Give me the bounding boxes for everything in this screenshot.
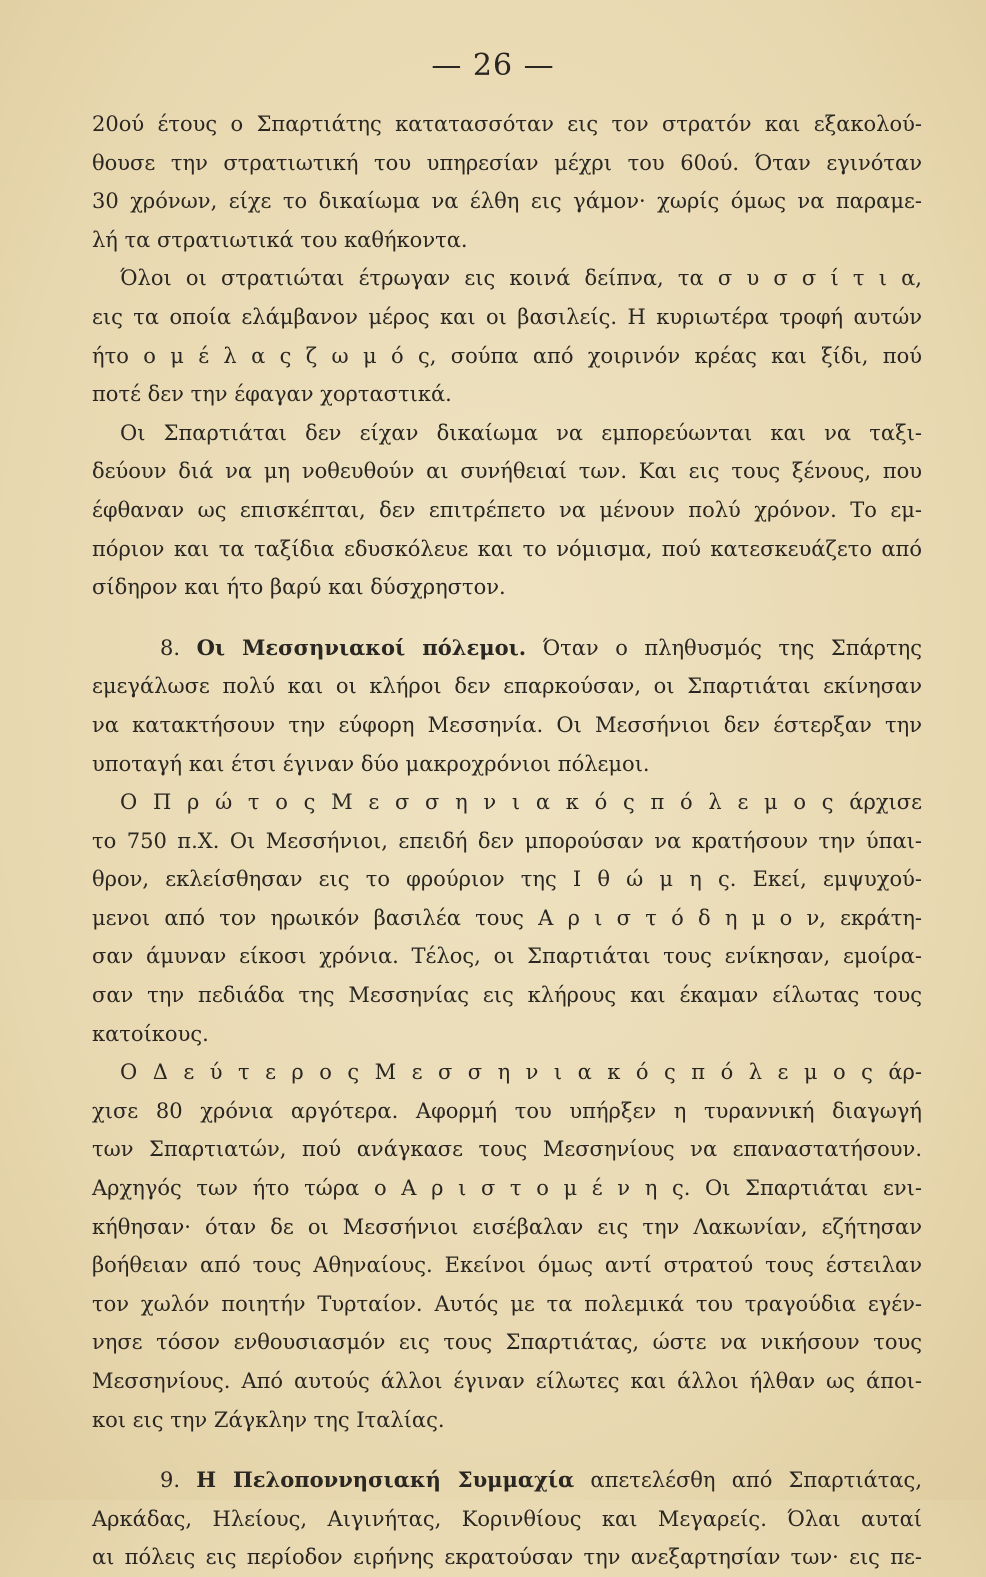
section-title: Η Πελοποννησιακή Συμμαχία xyxy=(196,1467,575,1493)
text-line: απετελέσθη από Σπαρτιάτας, xyxy=(590,1468,922,1493)
text-line: Αρκάδας, Ηλείους, Αιγινήτας, Κορινθίους και Μεγαρείς. Όλαι αυταί xyxy=(92,1506,922,1531)
section-heading-line xyxy=(92,629,922,668)
text-line: δεύουν διά να μη νοθευθούν αι συνήθειαί των. Και εις τους ξένους, που xyxy=(92,459,922,484)
text-line: Ο Δ ε ύ τ ε ρ ο ς Μ ε σ σ η ν ι α κ ό ς π ό λ ε μ ο ς άρ- xyxy=(120,1060,922,1085)
text-line: κοι εις την Ζάγκλην της Ιταλίας. xyxy=(92,1407,445,1432)
text-line: βοήθειαν από τους Αθηναίους. Εκείνοι όμως αντί στρατού τους έστειλαν xyxy=(92,1253,922,1278)
text-line: σαν την πεδιάδα της Μεσσηνίας εις κλήρους και έκαμαν είλωτας τους xyxy=(92,983,922,1008)
text-line: λή τα στρατιωτικά του καθήκοντα. xyxy=(92,227,468,252)
text-line: Όταν ο πληθυσμός της Σπάρτης xyxy=(542,635,922,660)
text-line: Μεσσηνίους. Από αυτούς άλλοι έγιναν είλωτες και άλλοι ήλθαν ως άποι- xyxy=(92,1369,922,1393)
text-line: εις τα οποία ελάμβανον μέρος και οι βασιλείς. Η κυριωτέρα τροφή αυτών xyxy=(92,304,922,329)
text-line: ποτέ δεν την έφαγαν χορταστικά. xyxy=(92,382,452,407)
text-line: αι πόλεις εις περίοδον ειρήνης εκρατούσαν την ανεξαρτησίαν των· εις πε- xyxy=(92,1545,922,1570)
text-line: Οι Σπαρτιάται δεν είχαν δικαίωμα να εμπορεύωνται και να ταξι- xyxy=(120,420,922,445)
text-line: Όλοι οι στρατιώται έτρωγαν εις κοινά δείπνα, τα σ υ σ σ ί τ ι α, xyxy=(120,266,922,291)
text-line: κήθησαν· όταν δε οι Μεσσήνιοι εισέβαλαν εις την Λακωνίαν, εζήτησαν xyxy=(92,1214,922,1239)
page-number: — 26 — xyxy=(431,48,555,83)
text-line: τον χωλόν ποιητήν Τυρταίον. Αυτός με τα πολεμικά του τραγούδια εγέν- xyxy=(92,1291,922,1316)
text-line: Ο Π ρ ώ τ ο ς Μ ε σ σ η ν ι α κ ό ς π ό λ ε μ ο ς άρχισε xyxy=(120,790,922,815)
text-line: 20ού έτους ο Σπαρτιάτης κατατασσόταν εις τον στρατόν και εξακολού- xyxy=(92,112,922,136)
text-line: υποταγή και έτσι έγιναν δύο μακροχρόνιοι πόλεμοι. xyxy=(92,751,650,776)
text-line: το 750 π.Χ. Οι Μεσσήνιοι, επειδή δεν μπορούσαν να κρατήσουν την ύπαι- xyxy=(92,828,922,853)
body-text xyxy=(92,105,922,1577)
text-line: έφθαναν ως επισκέπται, δεν επιτρέπετο να μένουν πολύ χρόνον. Το εμ- xyxy=(92,497,922,522)
text-line: 30 χρόνων, είχε το δικαίωμα να έλθη εις γάμον· χωρίς όμως να παραμε- xyxy=(92,189,922,214)
section-title: Οι Μεσσηνιακοί πόλεμοι. xyxy=(196,634,527,660)
text-line: των Σπαρτιατών, πού ανάγκασε τους Μεσσηνίους να επαναστατήσουν. xyxy=(92,1137,922,1162)
text-line: ήτο ο μ έ λ α ς ζ ω μ ό ς, σούπα από χοιρινόν κρέας και ξίδι, πού xyxy=(92,343,922,368)
section-number: 8. xyxy=(160,635,181,660)
text-line: εμεγάλωσε πολύ και οι κλήροι δεν επαρκούσαν, οι Σπαρτιάται εκίνησαν xyxy=(92,674,922,699)
text-line: νησε τόσον ενθουσιασμόν εις τους Σπαρτιάτας, ώστε να νικήσουν τους xyxy=(92,1330,922,1355)
section-number: 9. xyxy=(160,1468,181,1493)
text-line: μενοι από τον ηρωικόν βασιλέα τους Α ρ ι σ τ ό δ η μ ο ν, εκράτη- xyxy=(92,905,922,930)
text-line: χισε 80 χρόνια αργότερα. Αφορμή του υπήρξεν η τυραννική διαγωγή xyxy=(92,1098,922,1123)
text-line: σίδηρον και ήτο βαρύ και δύσχρηστον. xyxy=(92,575,506,600)
text-line: θουσε την στρατιωτική του υπηρεσίαν μέχρι του 60ού. Όταν εγινόταν xyxy=(92,150,922,175)
text-line: κατοίκους. xyxy=(92,1021,209,1046)
text-line: να κατακτήσουν την εύφορη Μεσσηνία. Οι Μεσσήνιοι δεν έστερξαν την xyxy=(92,712,922,737)
text-line: σαν άμυναν είκοσι χρόνια. Τέλος, οι Σπαρτιάται τους ενίκησαν, εμοίρα- xyxy=(92,944,922,969)
section-heading-line xyxy=(92,1461,922,1500)
text-line: θρον, εκλείσθησαν εις το φρούριον της Ι θ ώ μ η ς. Εκεί, εμψυχού- xyxy=(92,867,922,892)
text-line: πόριον και τα ταξίδια εδυσκόλευε και το νόμισμα, πού κατεσκευάζετο από xyxy=(92,536,922,561)
text-line: Αρχηγός των ήτο τώρα ο Α ρ ι σ τ ο μ έ ν η ς. Οι Σπαρτιάται ενι- xyxy=(92,1176,922,1201)
